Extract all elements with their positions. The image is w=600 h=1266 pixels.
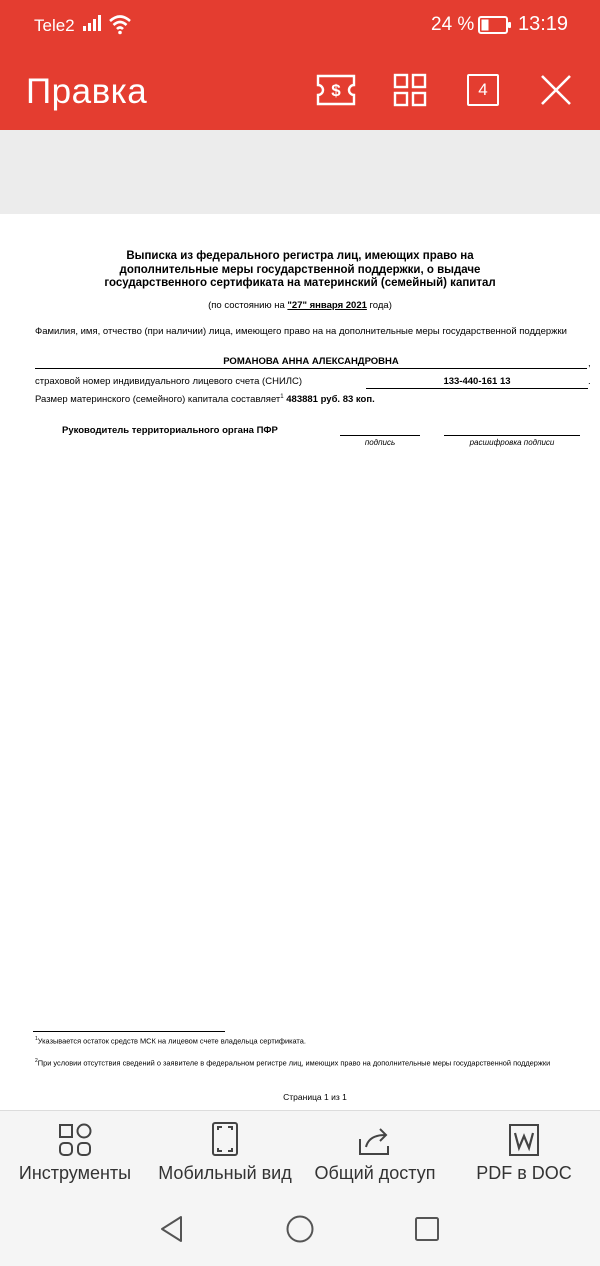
footnote-1: $^1$Указывается остаток средств МСК на лицевом счете владельца сертификата.	[35, 1036, 306, 1046]
back-triangle-icon	[159, 1215, 185, 1243]
mobile-view-icon	[211, 1121, 239, 1157]
close-button[interactable]	[536, 70, 576, 110]
mobile-view-label: Мобильный вид	[158, 1163, 292, 1183]
share-icon	[357, 1125, 393, 1157]
price-tag-icon	[316, 73, 356, 107]
tools-button[interactable]	[14, 1111, 136, 1191]
recent-apps-icon	[413, 1215, 441, 1243]
snils-value: 133-440-161 13	[366, 376, 588, 389]
status-bar	[0, 0, 600, 52]
home-circle-icon	[285, 1214, 315, 1244]
fio-label: Фамилия, имя, отчество (при наличии) лица, имеющего право на на дополнительные меры государственной поддержки	[35, 326, 567, 337]
price-tag-button[interactable]	[316, 70, 356, 110]
app-bar	[0, 52, 600, 130]
page-number: Страница 1 из 1	[283, 1092, 347, 1102]
period-mark: .	[588, 376, 591, 387]
head-label: Руководитель территориального органа ПФР	[62, 425, 278, 436]
footnote-2: $^2$При условии отсутствия сведений о заявителе в федеральном регистре лиц, имеющих право на дополнительные меры государственной поддержки	[35, 1058, 551, 1068]
footnote-rule	[33, 1031, 225, 1032]
system-nav-bar	[0, 1190, 600, 1266]
page-title: Правка	[26, 72, 148, 111]
tools-icon	[58, 1123, 92, 1157]
page-count-badge: 4	[467, 74, 499, 106]
share-button[interactable]	[310, 1111, 440, 1191]
capital-line: Размер материнского (семейного) капитала составляет$^1$ 483881 руб. 83 коп.	[35, 394, 375, 406]
mobile-view-button[interactable]	[152, 1111, 298, 1191]
battery-percent: 24 %	[431, 14, 475, 35]
word-doc-icon	[508, 1123, 540, 1157]
capital-value: 483881 руб. 83 коп.	[286, 394, 375, 406]
nav-home-button[interactable]	[285, 1214, 315, 1244]
tools-label: Инструменты	[18, 1163, 132, 1183]
pdf-page[interactable]	[0, 214, 600, 1110]
page-count-button[interactable]	[463, 70, 503, 110]
close-icon	[539, 73, 573, 107]
nav-back-button[interactable]	[157, 1214, 187, 1244]
bottom-toolbar	[0, 1110, 600, 1190]
decode-caption: расшифровка подписи	[469, 438, 555, 447]
share-label: Общий доступ	[314, 1163, 436, 1183]
decode-line	[444, 435, 580, 436]
signature-caption: подпись	[364, 438, 396, 447]
signature-line	[340, 435, 420, 436]
date-value: "27" января 2021	[287, 300, 367, 311]
pdf-to-doc-label: PDF в DOC	[476, 1163, 572, 1183]
nav-recent-button[interactable]	[412, 1214, 442, 1244]
pdf-to-doc-button[interactable]	[476, 1111, 572, 1191]
svg-text:$: $	[331, 81, 341, 100]
grid-icon	[393, 73, 427, 107]
carrier-label: Tele2	[34, 16, 75, 35]
document-title: Выписка из федерального регистра лиц, имеющих право на дополнительные меры государственной поддержки, о выдаче государственного сертификата на материнский (семейный) капитал	[104, 250, 496, 289]
signal-icon	[82, 14, 104, 37]
comma-mark: ,	[588, 358, 591, 369]
clock: 13:19	[518, 13, 569, 35]
full-name: РОМАНОВА АННА АЛЕКСАНДРОВНА	[35, 356, 587, 369]
thumbnails-button[interactable]	[390, 70, 430, 110]
battery-icon	[478, 16, 512, 39]
snils-label: страховой номер индивидуального лицевого счета (СНИЛС)	[35, 376, 303, 387]
document-date: (по состоянию на "27" января 2021 года)	[208, 300, 392, 311]
wifi-icon	[108, 13, 132, 40]
page-gap	[0, 130, 600, 214]
